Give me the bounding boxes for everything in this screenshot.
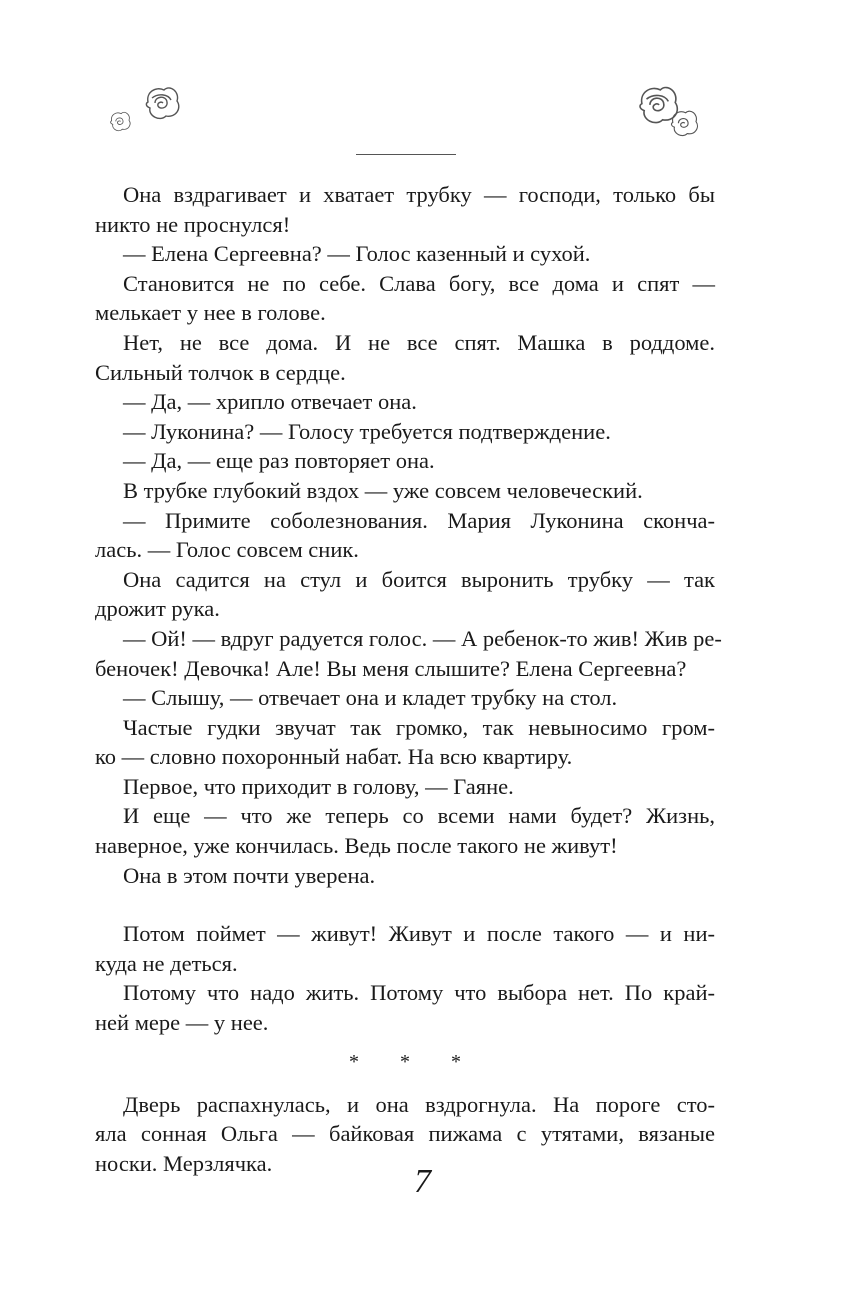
text-line: куда не деться. — [95, 950, 238, 976]
text-line: В трубке глубокий вздох — уже совсем человеческий. — [123, 477, 643, 503]
text-line: дрожит рука. — [95, 596, 220, 622]
body-text — [95, 180, 722, 1178]
text-line: беночек! Девочка! Але! Вы меня слышите? Елена Сергеевна? — [95, 655, 687, 681]
text-line: — Ой! — вдруг радуется голос. — А ребенок-то жив! Жив ре- — [123, 625, 722, 651]
text-line: ней мере — у нее. — [95, 1010, 269, 1036]
text-line: Сильный толчок в сердце. — [95, 359, 346, 385]
text-line: Нет, не все дома. И не все спят. Машка в роддоме. — [123, 329, 715, 355]
text-line: никто не проснулся! — [95, 211, 291, 237]
text-line: Она в этом почти уверена. — [123, 862, 376, 888]
rose-ornament-icon — [628, 84, 702, 144]
text-line: Потому что надо жить. Потому что выбора нет. По край- — [123, 980, 715, 1006]
section-separator: * * * — [349, 1050, 479, 1073]
page-number: 7 — [414, 1163, 431, 1200]
paragraph-gap — [95, 890, 715, 919]
text-line: Потом поймет — живут! Живут и после такого — и ни- — [123, 921, 715, 947]
text-block-1 — [95, 180, 722, 890]
text-line: Дверь распахнулась, и она вздрогнула. На пороге сто- — [123, 1091, 715, 1117]
text-line: — Елена Сергеевна? — Голос казенный и сухой. — [123, 241, 591, 267]
text-line: мелькает у нее в голове. — [95, 300, 326, 326]
rose-ornament-icon — [104, 86, 184, 138]
text-line: Она вздрагивает и хватает трубку — господи, только бы — [123, 182, 715, 207]
text-line: — Да, — еще раз повторяет она. — [123, 448, 435, 474]
text-line: И еще — что же теперь со всеми нами будет? Жизнь, — [123, 803, 715, 829]
text-line: — Да, — хрипло отвечает она. — [123, 389, 417, 415]
header-rule — [356, 154, 456, 155]
text-line: — Слышу, — отвечает она и кладет трубку на стол. — [123, 685, 618, 711]
text-line: Становится не по себе. Слава богу, все дома и спят — — [123, 270, 715, 296]
text-line: ко — словно похоронный набат. На всю квартиру. — [95, 744, 573, 770]
text-line: носки. Мерзлячка. — [95, 1150, 273, 1176]
text-line: Первое, что приходит в голову, — Гаяне. — [123, 773, 514, 799]
text-block-2 — [95, 919, 715, 1037]
text-line: — Примите соболезнования. Мария Луконина сконча- — [123, 507, 715, 533]
text-line: — Луконина? — Голосу требуется подтверждение. — [123, 418, 611, 444]
text-line: Частые гудки звучат так громко, так невыносимо гром- — [123, 714, 715, 740]
text-line: яла сонная Ольга — байковая пижама с утятами, вязаные — [95, 1121, 715, 1147]
text-line: наверное, уже кончилась. Ведь после такого не живут! — [95, 833, 618, 859]
text-line: Она садится на стул и боится выронить трубку — так — [123, 566, 715, 592]
text-line: лась. — Голос совсем сник. — [95, 537, 359, 563]
